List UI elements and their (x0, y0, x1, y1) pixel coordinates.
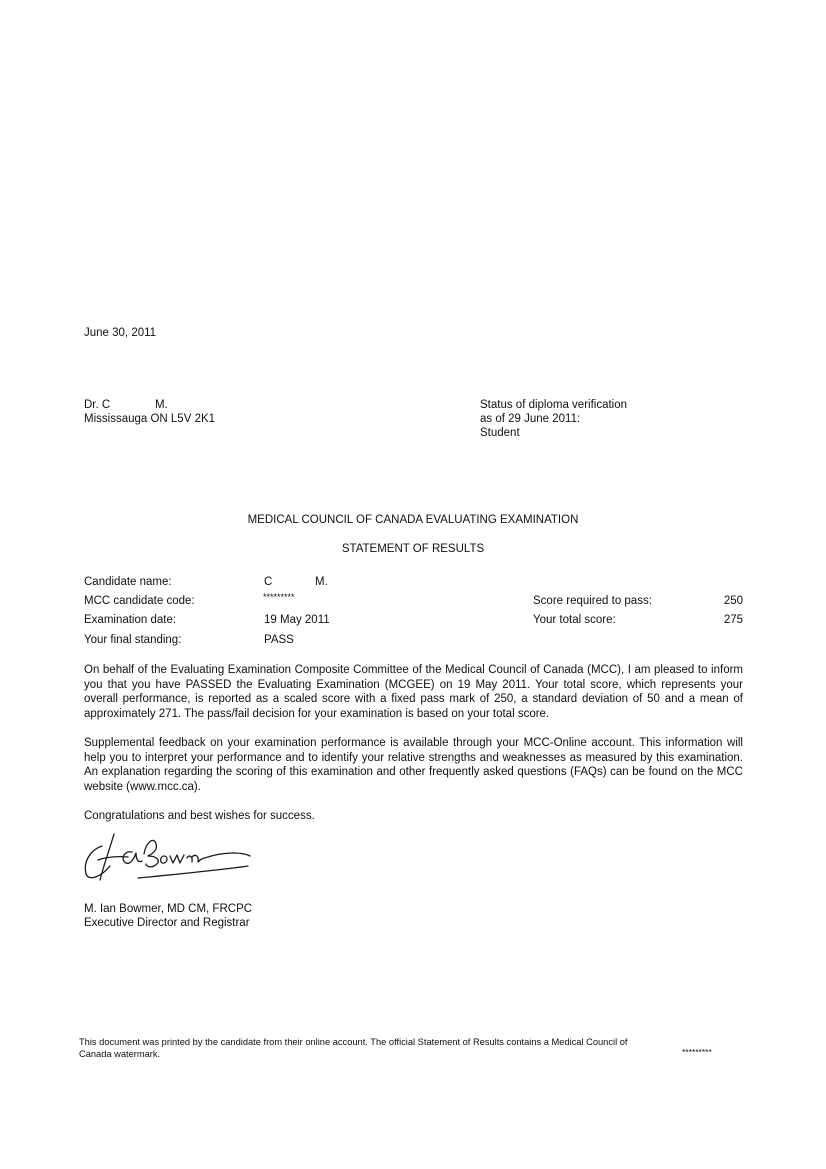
candidate-first-name: C (264, 576, 273, 588)
required-score-label: Score required to pass: (533, 595, 652, 607)
feedback-paragraph: Supplemental feedback on your examination performance is available through your MCC-Online account. This information will help you to interpret your performance and to identify your relative strengths and weaknesses as measured by this examination. An explanation regarding the scoring of this examination and other frequently asked questions (FAQs) can be found on the MCC website (www.mcc.ca). (84, 737, 743, 793)
diploma-status-line1: Status of diploma verification (480, 399, 628, 411)
candidate-last-name: M. (315, 576, 328, 588)
final-standing-label: Your final standing: (84, 634, 182, 646)
statement-heading: STATEMENT OF RESULTS (341, 543, 485, 555)
total-score-label: Your total score: (533, 614, 616, 626)
final-standing-value: PASS (264, 634, 294, 646)
diploma-status-value: Student (480, 427, 520, 439)
signatory-name: M. Ian Bowmer, MD CM, FRCPC (84, 903, 253, 915)
letter-date: June 30, 2011 (84, 327, 157, 339)
required-score-value: 250 (723, 595, 743, 607)
exam-date-value: 19 May 2011 (264, 614, 330, 626)
diploma-status-line2: as of 29 June 2011: (480, 413, 581, 425)
signature-image (80, 826, 260, 886)
closing-line: Congratulations and best wishes for success. (84, 810, 315, 822)
footer-note-line2: Canada watermark. (79, 1049, 161, 1059)
candidate-code-label: MCC candidate code: (84, 595, 195, 607)
footer-note-line1: This document was printed by the candidate from their online account. The official Statement of Results contains a Medical Council of (79, 1037, 628, 1047)
recipient-address: Mississauga ON L5V 2K1 (84, 413, 216, 425)
footer-code: ********* (682, 1047, 712, 1057)
candidate-code-value: ********* (263, 592, 295, 602)
candidate-name-label: Candidate name: (84, 576, 172, 588)
results-paragraph: On behalf of the Evaluating Examination Composite Committee of the Medical Council of Canada (MCC), I am pleased to inform you that you have PASSED the Evaluating Examination (MCGEE) on 19 May 2011. Your total score, which represents your overall performance, is reported as a scaled score with a fixed pass mark of 250, a standard deviation of 50 and a mean of approximately 271. The pass/fail decision for your examination is based on your total score. (84, 664, 743, 720)
exam-heading: MEDICAL COUNCIL OF CANADA EVALUATING EXAMINATION (247, 514, 579, 526)
total-score-value: 275 (723, 614, 743, 626)
recipient-first-name: Dr. C (84, 399, 111, 411)
recipient-last-name: M. (155, 399, 168, 411)
exam-date-label: Examination date: (84, 614, 177, 626)
signatory-title: Executive Director and Registrar (84, 917, 250, 929)
